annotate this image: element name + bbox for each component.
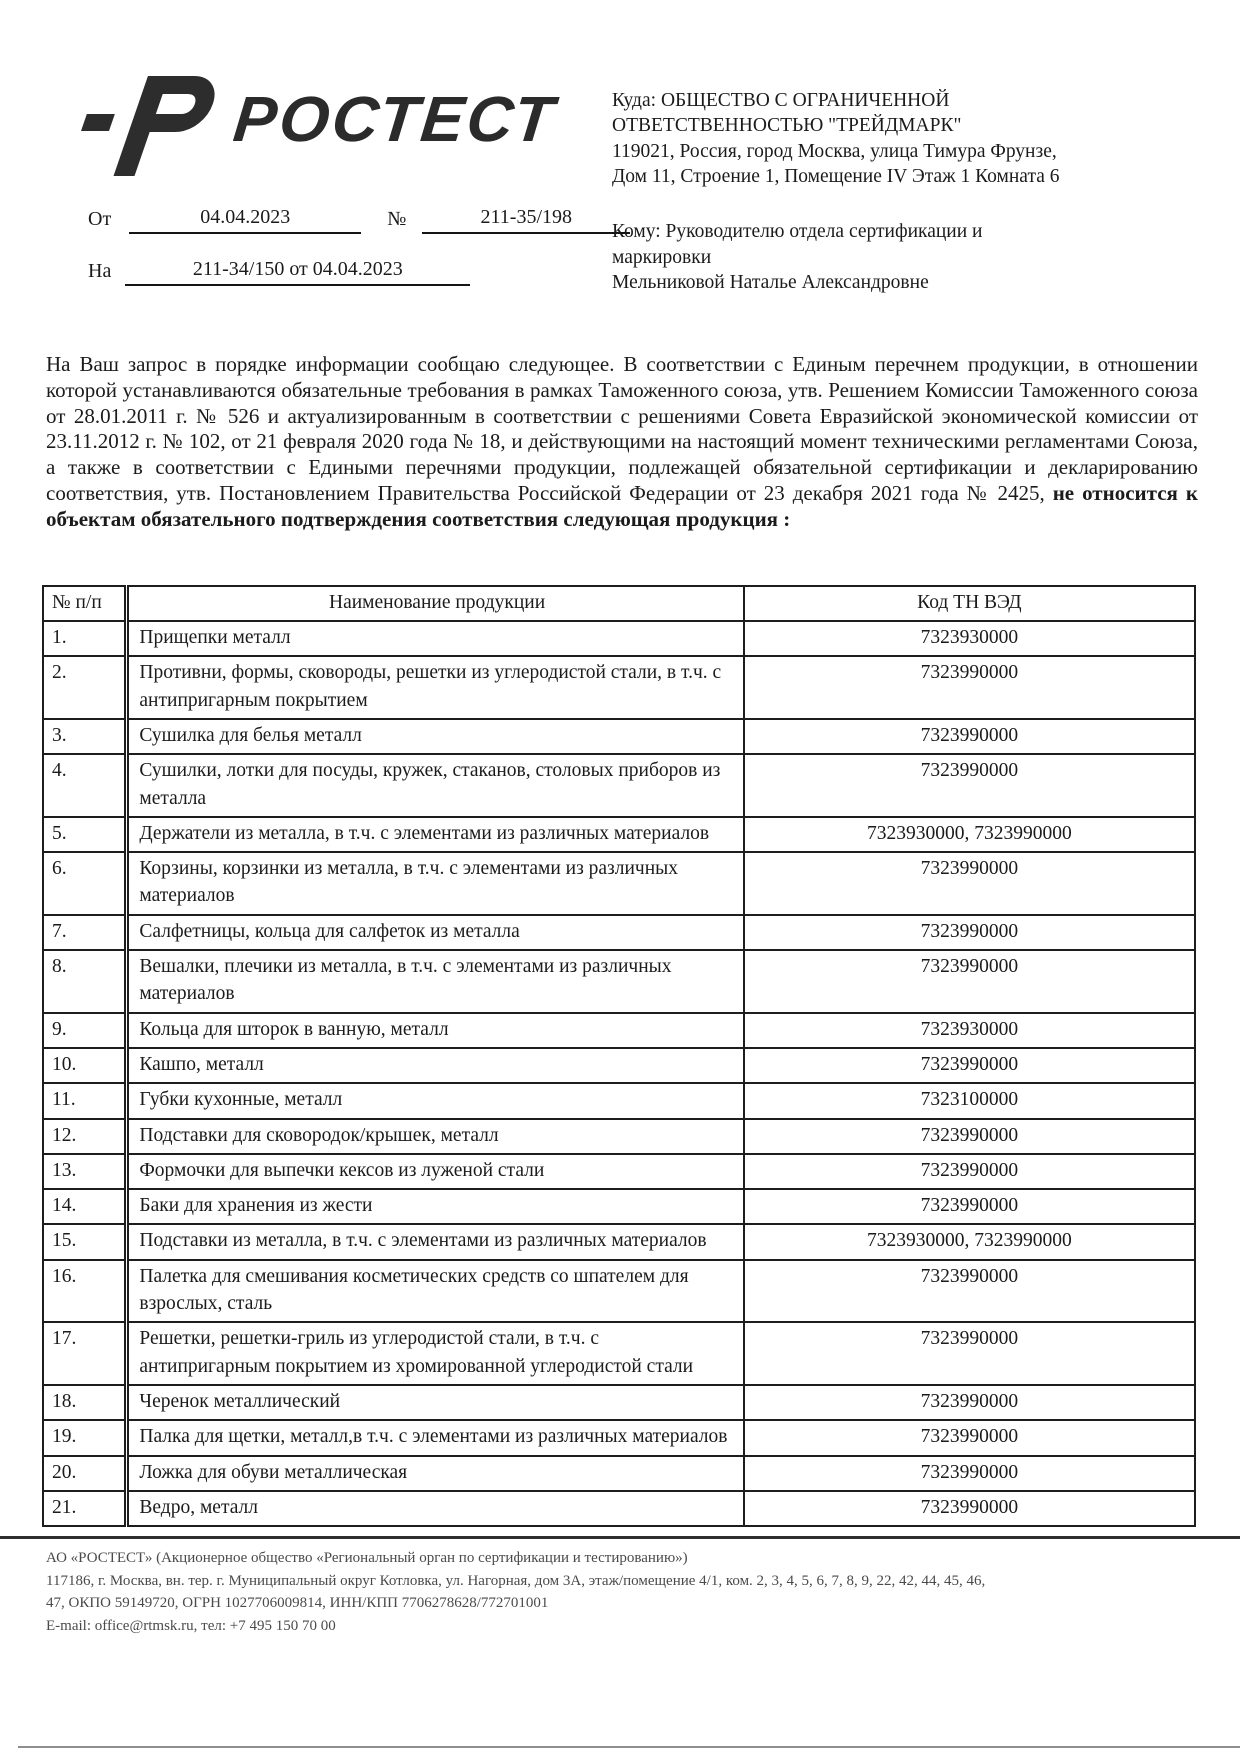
row-number: 7. <box>43 915 127 950</box>
product-table <box>42 585 1196 1527</box>
row-product-name: Губки кухонные, металл <box>127 1083 744 1118</box>
table-row <box>43 1260 1195 1323</box>
row-product-name: Противни, формы, сковороды, решетки из углеродистой стали, в т.ч. с антипригарным покрытием <box>127 656 744 719</box>
row-product-name: Решетки, решетки-гриль из углеродистой стали, в т.ч. с антипригарным покрытием из хромированной углеродистой стали <box>127 1322 744 1385</box>
row-product-name: Ведро, металл <box>127 1491 744 1526</box>
table-row <box>43 1224 1195 1259</box>
row-product-name: Палка для щетки, металл,в т.ч. с элементами из различных материалов <box>127 1420 744 1455</box>
row-number: 6. <box>43 852 127 915</box>
row-number: 10. <box>43 1048 127 1083</box>
body-text-bold: не относится к объектам обязательного подтверждения соответствия следующая продукция : <box>46 481 1198 531</box>
recipient-attn-role: Руководителю отдела сертификации и маркировки <box>612 221 983 268</box>
row-product-name: Сушилки, лотки для посуды, кружек, стаканов, столовых приборов из металла <box>127 754 744 817</box>
row-tnved-code: 7323990000 <box>744 1491 1195 1526</box>
row-tnved-code: 7323990000 <box>744 1385 1195 1420</box>
rostest-logo-icon <box>78 66 228 186</box>
table-row <box>43 1420 1195 1455</box>
outgoing-reference-row <box>88 206 630 234</box>
brand-name: РОСТЕСТ <box>230 83 560 155</box>
letter-date: 04.04.2023 <box>129 206 361 234</box>
row-product-name: Кашпо, металл <box>127 1048 744 1083</box>
row-number: 16. <box>43 1260 127 1323</box>
table-row <box>43 852 1195 915</box>
row-product-name: Подставки для сковородок/крышек, металл <box>127 1119 744 1154</box>
footer-contact-line: E-mail: office@rtmsk.ru, тел: +7 495 150 70 00 <box>46 1617 336 1634</box>
header-row-number: № п/п <box>43 586 127 621</box>
header-tnved-code: Код ТН ВЭД <box>744 586 1195 621</box>
row-tnved-code: 7323990000 <box>744 719 1195 754</box>
row-number: 1. <box>43 621 127 656</box>
recipient-block <box>612 88 1082 295</box>
row-tnved-code: 7323930000, 7323990000 <box>744 1224 1195 1259</box>
incoming-reference-row <box>88 258 630 286</box>
row-tnved-code: 7323930000, 7323990000 <box>744 817 1195 852</box>
table-row <box>43 1491 1195 1526</box>
row-product-name: Корзины, корзинки из металла, в т.ч. с элементами из различных материалов <box>127 852 744 915</box>
recipient-org: ОБЩЕСТВО С ОГРАНИЧЕННОЙ ОТВЕТСТВЕННОСТЬЮ "ТРЕЙДМАРК" <box>612 90 962 137</box>
table-row <box>43 754 1195 817</box>
recipient-attn-name: Мельниковой Наталье Александровне <box>612 272 929 294</box>
row-number: 12. <box>43 1119 127 1154</box>
row-tnved-code: 7323990000 <box>744 1420 1195 1455</box>
row-product-name: Прищепки металл <box>127 621 744 656</box>
footer-address-line: 117186, г. Москва, вн. тер. г. Муниципальный округ Котловка, ул. Нагорная, дом 3А, этаж/помещение 4/1, ком. 2, 3, 4, 5, 6, 7, 8, 9, 22, 42, 44, 45, 46, <box>46 1572 986 1589</box>
row-tnved-code: 7323990000 <box>744 1048 1195 1083</box>
row-product-name: Подставки из металла, в т.ч. с элементами из различных материалов <box>127 1224 744 1259</box>
row-tnved-code: 7323990000 <box>744 1260 1195 1323</box>
row-number: 2. <box>43 656 127 719</box>
row-tnved-code: 7323990000 <box>744 915 1195 950</box>
row-tnved-code: 7323990000 <box>744 1154 1195 1189</box>
recipient-to-label: Куда: <box>612 90 657 111</box>
from-label: От <box>88 208 112 230</box>
row-product-name: Вешалки, плечики из металла, в т.ч. с элементами из различных материалов <box>127 950 744 1013</box>
row-product-name: Ложка для обуви металлическая <box>127 1456 744 1491</box>
reply-reference: 211-34/150 от 04.04.2023 <box>125 258 470 286</box>
footer-registration-line: 47, ОКПО 59149720, ОГРН 1027706009814, ИНН/КПП 7706278628/772701001 <box>46 1595 549 1612</box>
row-tnved-code: 7323990000 <box>744 656 1195 719</box>
row-number: 8. <box>43 950 127 1013</box>
row-tnved-code: 7323990000 <box>744 1119 1195 1154</box>
row-product-name: Салфетницы, кольца для салфеток из металла <box>127 915 744 950</box>
rostest-logo <box>78 66 560 186</box>
row-tnved-code: 7323990000 <box>744 1322 1195 1385</box>
footer-company-line: АО «РОСТЕСТ» (Акционерное общество «Региональный орган по сертификации и тестированию») <box>46 1550 688 1567</box>
body-text-regular: На Ваш запрос в порядке информации сообщаю следующее. В соответствии с Единым перечнем продукции, в отношении которой устанавливаются обязательные требования в рамках Таможенного союза, утв. Решением Комиссии Таможенного союза от 28.01.2011 г. № 526 и актуализированным в соответствии с решениями Совета Евразийской экономической комиссии от 23.11.2012 г. № 102, от 21 февраля 2020 года № 18, и действующими на настоящий момент техническими регламентами Союза, а также в соответствии с Едиными перечнями продукции, подлежащей обязательной сертификации и декларированию соответствия, утв. Постановлением Правительства Российской Федерации от 23 декабря 2021 года № 2425, <box>46 352 1198 506</box>
row-number: 17. <box>43 1322 127 1385</box>
row-number: 11. <box>43 1083 127 1118</box>
row-product-name: Держатели из металла, в т.ч. с элементами из различных материалов <box>127 817 744 852</box>
number-label: № <box>387 208 407 230</box>
letterhead <box>0 0 1240 322</box>
row-tnved-code: 7323990000 <box>744 950 1195 1013</box>
row-number: 19. <box>43 1420 127 1455</box>
row-number: 14. <box>43 1189 127 1224</box>
row-tnved-code: 7323100000 <box>744 1083 1195 1118</box>
row-product-name: Формочки для выпечки кексов из луженой стали <box>127 1154 744 1189</box>
row-product-name: Сушилка для белья металл <box>127 719 744 754</box>
row-product-name: Черенок металлический <box>127 1385 744 1420</box>
table-row <box>43 1048 1195 1083</box>
table-row <box>43 1083 1195 1118</box>
row-tnved-code: 7323990000 <box>744 1189 1195 1224</box>
product-table-head <box>43 586 1195 621</box>
row-number: 4. <box>43 754 127 817</box>
header-row <box>43 586 1195 621</box>
reply-label: На <box>88 260 112 282</box>
row-number: 5. <box>43 817 127 852</box>
table-row <box>43 656 1195 719</box>
product-table-body <box>43 621 1195 1526</box>
table-row <box>43 719 1195 754</box>
row-number: 3. <box>43 719 127 754</box>
row-number: 15. <box>43 1224 127 1259</box>
table-row <box>43 817 1195 852</box>
recipient-attn-label: Кому: <box>612 221 661 243</box>
row-tnved-code: 7323990000 <box>744 1456 1195 1491</box>
table-row <box>43 1322 1195 1385</box>
footer-block <box>0 1536 1240 1637</box>
table-row <box>43 621 1195 656</box>
row-tnved-code: 7323930000 <box>744 1013 1195 1048</box>
row-tnved-code: 7323930000 <box>744 621 1195 656</box>
row-number: 9. <box>43 1013 127 1048</box>
table-row <box>43 950 1195 1013</box>
row-number: 18. <box>43 1385 127 1420</box>
row-product-name: Палетка для смешивания косметических средств со шпателем для взрослых, сталь <box>127 1260 744 1323</box>
table-row <box>43 1189 1195 1224</box>
row-number: 21. <box>43 1491 127 1526</box>
table-row <box>43 1119 1195 1154</box>
recipient-address <box>612 88 1082 189</box>
row-number: 13. <box>43 1154 127 1189</box>
scan-edge-artifact <box>18 1746 1240 1748</box>
row-number: 20. <box>43 1456 127 1491</box>
table-row <box>43 1013 1195 1048</box>
row-tnved-code: 7323990000 <box>744 754 1195 817</box>
letter-body-paragraph <box>46 352 1198 533</box>
recipient-street-address: 119021, Россия, город Москва, улица Тимура Фрунзе, Дом 11, Строение 1, Помещение IV Этаж 1 Комната 6 <box>612 140 1060 188</box>
table-row <box>43 915 1195 950</box>
row-product-name: Кольца для шторок в ванную, металл <box>127 1013 744 1048</box>
recipient-attention <box>612 219 1082 295</box>
reference-block <box>88 206 630 310</box>
table-row <box>43 1385 1195 1420</box>
header-product-name: Наименование продукции <box>127 586 744 621</box>
letter-number: 211-35/198 <box>422 206 630 234</box>
row-product-name: Баки для хранения из жести <box>127 1189 744 1224</box>
row-tnved-code: 7323990000 <box>744 852 1195 915</box>
table-row <box>43 1456 1195 1491</box>
table-row <box>43 1154 1195 1189</box>
